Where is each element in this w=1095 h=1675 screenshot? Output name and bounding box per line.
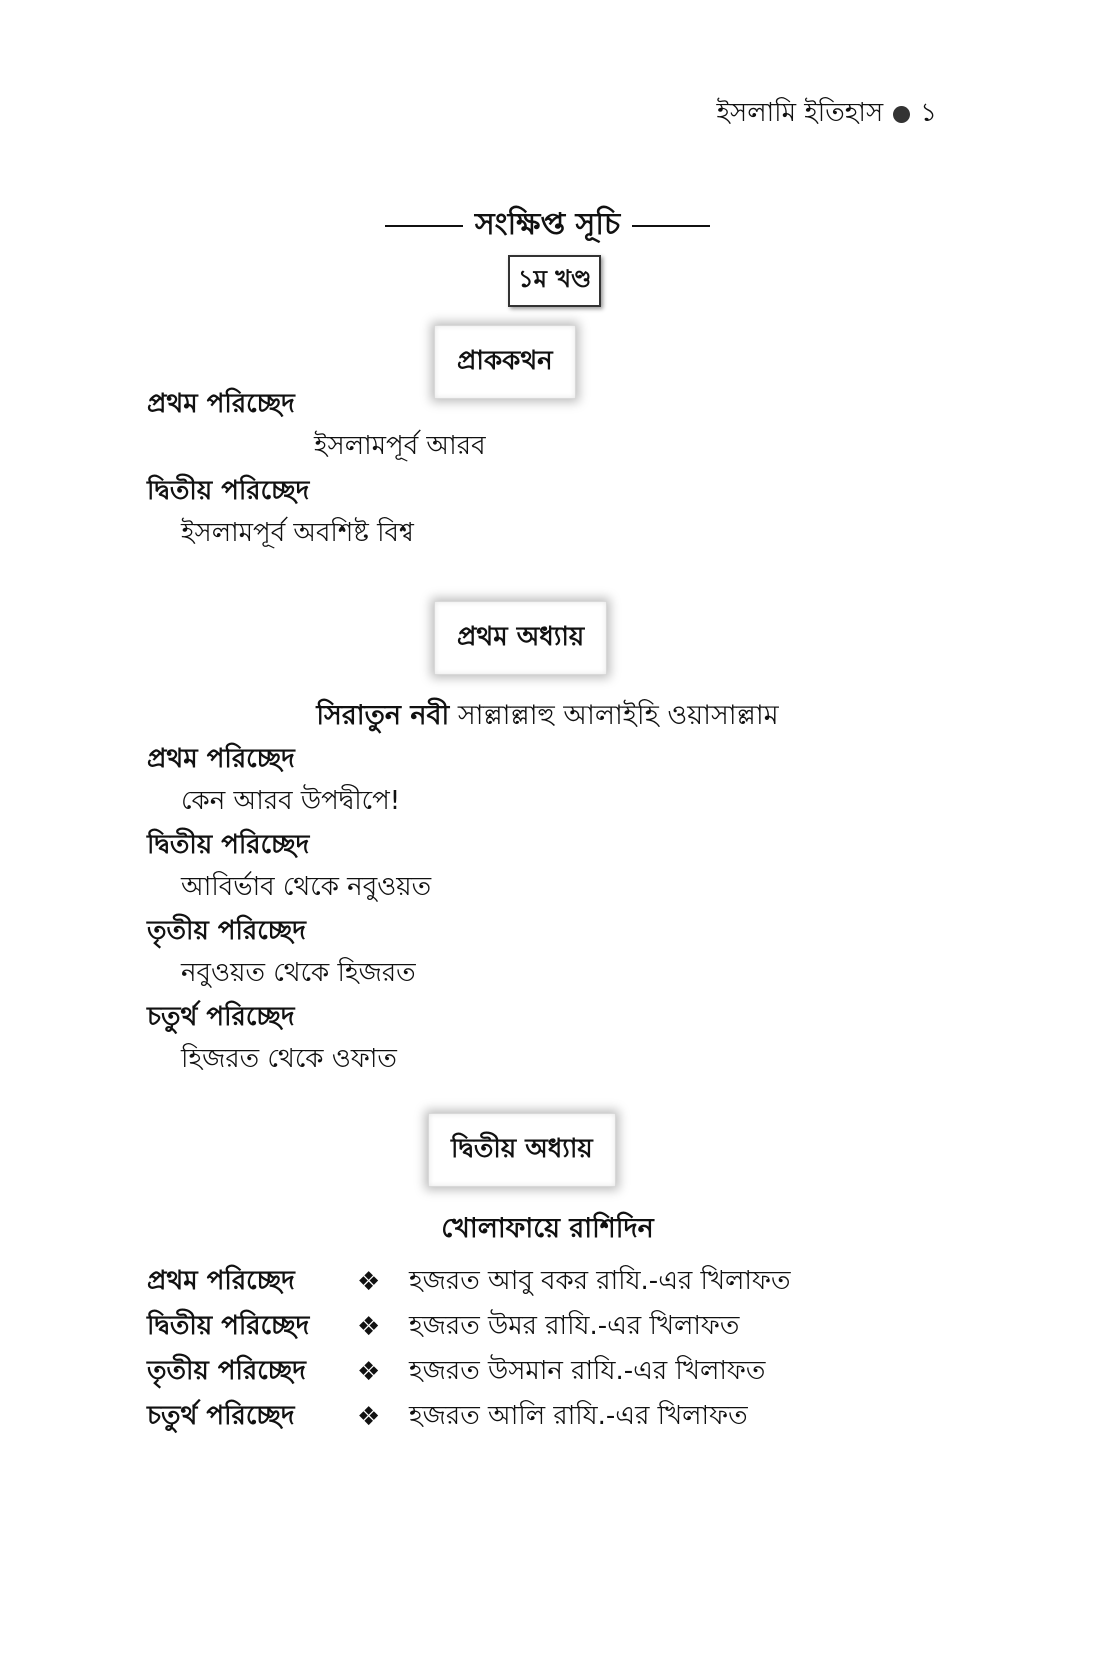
title-rule-right	[632, 225, 710, 227]
diamond-bullet-icon: ❖	[357, 1312, 381, 1342]
chapter-label: চতুর্থ পরিচ্ছেদ	[147, 1002, 295, 1032]
chapter-subtitle: ইসলামপূর্ব আরব	[314, 431, 486, 461]
chapter-subtitle: হিজরত থেকে ওফাত	[181, 1044, 397, 1074]
chapter-subtitle: নবুওয়ত থেকে হিজরত	[181, 958, 416, 988]
chapter-subtitle: কেন আরব উপদ্বীপে!	[181, 786, 401, 816]
chapter-subtitle: হজরত উসমান রাযি.-এর খিলাফত	[409, 1356, 766, 1386]
page-number: ১	[920, 98, 937, 128]
prologue-heading: প্রাককথন	[434, 325, 576, 399]
bullet-dot-icon	[893, 106, 910, 123]
chapter-label: দ্বিতীয় পরিচ্ছেদ	[147, 476, 310, 506]
book-title: ইসলামি ইতিহাস	[716, 98, 884, 128]
chapter-label: তৃতীয় পরিচ্ছেদ	[147, 916, 306, 946]
chapter-label: তৃতীয় পরিচ্ছেদ	[147, 1356, 306, 1386]
chapter-row	[147, 1350, 765, 1394]
part1-subheading-main: সিরাতুন নবী	[316, 700, 450, 731]
chapter-label: দ্বিতীয় পরিচ্ছেদ	[147, 1311, 310, 1341]
chapter-label: চতুর্থ পরিচ্ছেদ	[147, 1401, 295, 1431]
chapter-row	[147, 1395, 748, 1439]
part1-heading: প্রথম অধ্যায়	[434, 601, 607, 675]
running-header	[717, 92, 937, 136]
volume-label: ১ম খণ্ড	[508, 255, 601, 307]
part2-subheading: খোলাফায়ে রাশিদিন	[441, 1213, 654, 1244]
chapter-subtitle: হজরত উমর রাযি.-এর খিলাফত	[409, 1311, 740, 1341]
chapter-row	[147, 1305, 739, 1349]
toc-title: সংক্ষিপ্ত সূচি	[474, 207, 621, 242]
chapter-label: প্রথম পরিচ্ছেদ	[147, 389, 295, 419]
title-rule-left	[385, 225, 463, 227]
chapter-row	[147, 1260, 790, 1304]
chapter-subtitle: ইসলামপূর্ব অবশিষ্ট বিশ্ব	[181, 518, 414, 548]
diamond-bullet-icon: ❖	[357, 1357, 381, 1387]
chapter-label: দ্বিতীয় পরিচ্ছেদ	[147, 830, 310, 860]
toc-title-row	[0, 200, 1095, 251]
part2-heading: দ্বিতীয় অধ্যায়	[428, 1113, 616, 1187]
chapter-subtitle: হজরত আবু বকর রাযি.-এর খিলাফত	[409, 1266, 791, 1296]
part1-subheading-honorific: সাল্লাল্লাহু আলাইহি ওয়াসাল্লাম	[457, 700, 779, 731]
chapter-subtitle: হজরত আলি রাযি.-এর খিলাফত	[409, 1401, 748, 1431]
chapter-label: প্রথম পরিচ্ছেদ	[147, 744, 295, 774]
part1-subheading	[0, 695, 1095, 740]
diamond-bullet-icon: ❖	[357, 1402, 381, 1432]
chapter-subtitle: আবির্ভাব থেকে নবুওয়ত	[181, 872, 432, 902]
diamond-bullet-icon: ❖	[357, 1267, 381, 1297]
chapter-label: প্রথম পরিচ্ছেদ	[147, 1266, 295, 1296]
